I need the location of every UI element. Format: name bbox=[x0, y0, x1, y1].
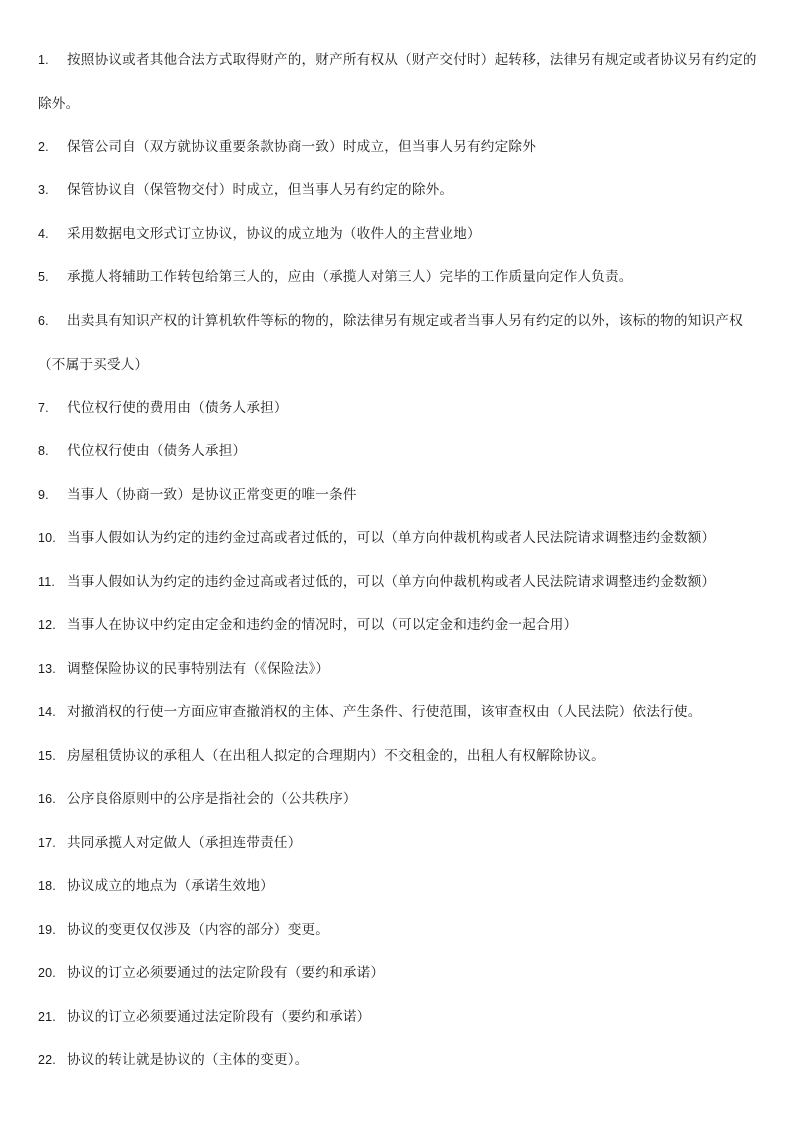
list-item bbox=[38, 647, 762, 691]
list-item bbox=[38, 255, 762, 299]
item-text: 协议的转让就是协议的（主体的变更）。 bbox=[67, 1052, 309, 1068]
list-item bbox=[38, 386, 762, 430]
item-text: 保管协议自（保管物交付）时成立，但当事人另有约定的除外。 bbox=[67, 182, 454, 198]
item-number: 2. bbox=[38, 140, 49, 154]
list-item bbox=[38, 429, 762, 473]
item-text: 当事人在协议中约定由定金和违约金的情况时，可以（可以定金和违约金一起合用） bbox=[67, 617, 578, 633]
item-text: 代位权行使由（债务人承担） bbox=[67, 443, 247, 459]
item-text: 共同承揽人对定做人（承担连带责任） bbox=[67, 835, 302, 851]
list-item bbox=[38, 603, 762, 647]
item-text: 采用数据电文形式订立协议，协议的成立地为（收件人的主营业地） bbox=[67, 226, 481, 242]
item-text: 对撤消权的行使一方面应审查撤消权的主体、产生条件、行使范围，该审查权由（人民法院）依法行使。 bbox=[67, 704, 702, 720]
item-text: 调整保险协议的民事特别法有（《保险法》） bbox=[67, 661, 330, 677]
item-number: 19. bbox=[38, 923, 56, 937]
item-number: 20. bbox=[38, 966, 56, 980]
list-item bbox=[38, 1038, 762, 1082]
item-number: 18. bbox=[38, 879, 56, 893]
list-item bbox=[38, 908, 762, 952]
item-text: 承揽人将辅助工作转包给第三人的，应由（承揽人对第三人）完毕的工作质量向定作人负责。 bbox=[67, 269, 633, 285]
item-text: 保管公司自（双方就协议重要条款协商一致）时成立，但当事人另有约定除外 bbox=[67, 139, 536, 155]
item-text: 代位权行使的费用由（债务人承担） bbox=[67, 400, 288, 416]
item-number: 12. bbox=[38, 618, 56, 632]
item-number: 6. bbox=[38, 314, 49, 328]
list-item bbox=[38, 125, 762, 169]
item-text: 当事人（协商一致）是协议正常变更的唯一条件 bbox=[67, 487, 357, 503]
item-number: 22. bbox=[38, 1053, 56, 1067]
list-item bbox=[38, 560, 762, 604]
item-text: 协议成立的地点为（承诺生效地） bbox=[67, 878, 274, 894]
list-item bbox=[38, 734, 762, 778]
list-item bbox=[38, 951, 762, 995]
item-number: 14. bbox=[38, 705, 56, 719]
item-number: 1. bbox=[38, 53, 49, 67]
list-item bbox=[38, 777, 762, 821]
item-number: 10. bbox=[38, 531, 56, 545]
item-text: 当事人假如认为约定的违约金过高或者过低的，可以（单方向仲裁机构或者人民法院请求调整违约金数额） bbox=[67, 530, 716, 546]
item-text: 协议的订立必须要通过的法定阶段有（要约和承诺） bbox=[67, 965, 385, 981]
list-item bbox=[38, 864, 762, 908]
item-text: 公序良俗原则中的公序是指社会的（公共秩序） bbox=[67, 791, 357, 807]
item-number: 5. bbox=[38, 270, 49, 284]
list-item bbox=[38, 690, 762, 734]
item-number: 11. bbox=[38, 575, 56, 589]
list-item bbox=[38, 995, 762, 1039]
item-text: 按照协议或者其他合法方式取得财产的，财产所有权从（财产交付时）起转移，法律另有规定或者协议另有约定的除外。 bbox=[38, 52, 757, 112]
list-item bbox=[38, 516, 762, 560]
list-item bbox=[38, 168, 762, 212]
item-number: 4. bbox=[38, 227, 49, 241]
item-number: 7. bbox=[38, 401, 49, 415]
item-number: 16. bbox=[38, 792, 56, 806]
item-number: 13. bbox=[38, 662, 56, 676]
list-item bbox=[38, 299, 762, 387]
list-item bbox=[38, 821, 762, 865]
item-number: 21. bbox=[38, 1010, 56, 1024]
item-text: 出卖具有知识产权的计算机软件等标的物的，除法律另有规定或者当事人另有约定的以外，该标的物的知识产权（不属于买受人） bbox=[38, 313, 743, 373]
item-number: 8. bbox=[38, 444, 49, 458]
item-number: 9. bbox=[38, 488, 49, 502]
item-text: 协议的变更仅仅涉及（内容的部分）变更。 bbox=[67, 922, 330, 938]
item-number: 3. bbox=[38, 183, 49, 197]
item-text: 当事人假如认为约定的违约金过高或者过低的，可以（单方向仲裁机构或者人民法院请求调整违约金数额） bbox=[67, 574, 716, 590]
item-text: 房屋租赁协议的承租人（在出租人拟定的合理期内）不交租金的，出租人有权解除协议。 bbox=[67, 748, 605, 764]
item-text: 协议的订立必须要通过法定阶段有（要约和承诺） bbox=[67, 1009, 371, 1025]
list-item bbox=[38, 473, 762, 517]
list-item bbox=[38, 212, 762, 256]
list-item bbox=[38, 38, 762, 126]
item-number: 15. bbox=[38, 749, 56, 763]
item-number: 17. bbox=[38, 836, 56, 850]
